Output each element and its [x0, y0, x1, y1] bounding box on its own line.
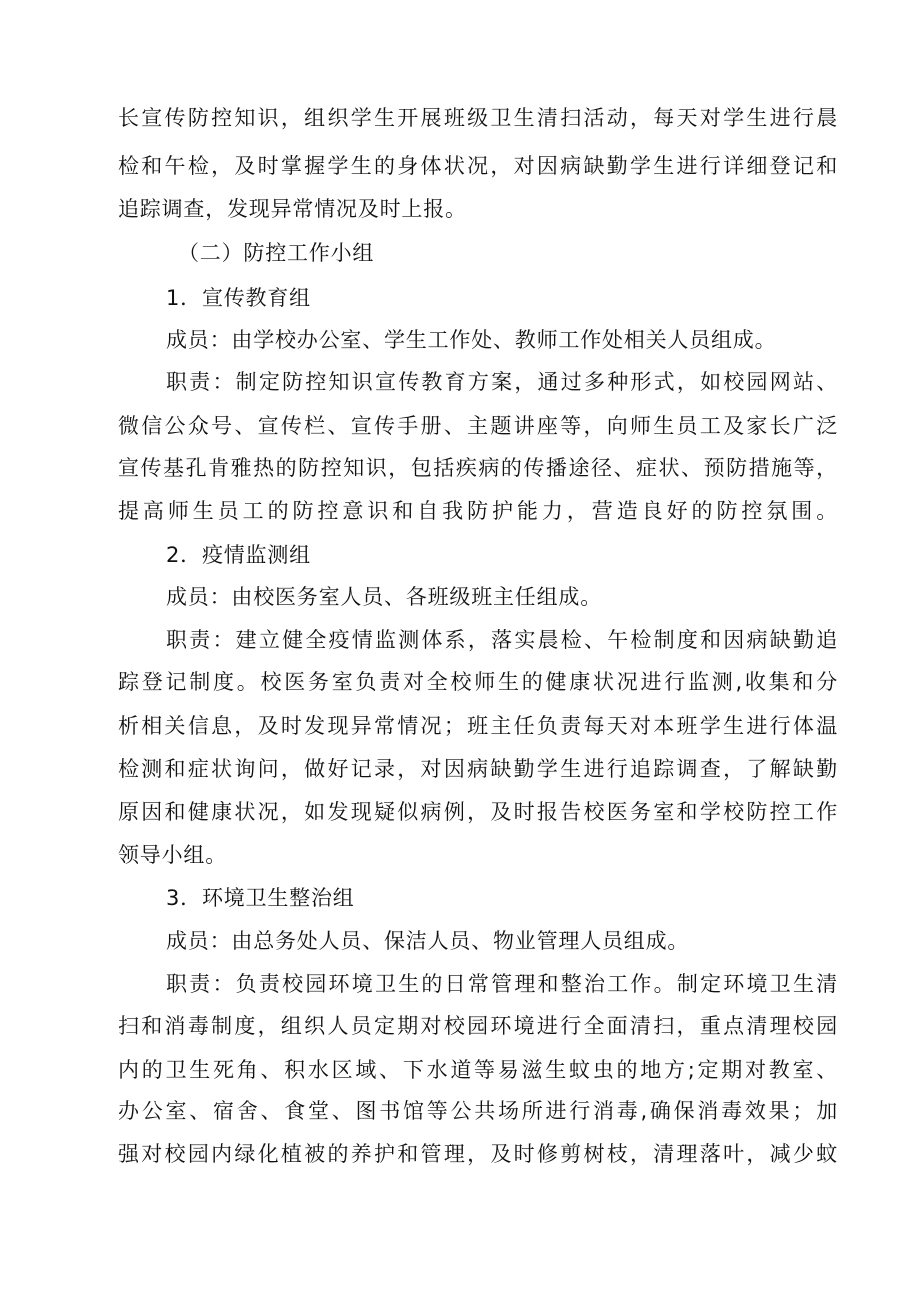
body-text-line: 原因和健康状况，如发现疑似病例，及时报告校医务室和学校防控工作: [118, 800, 838, 824]
body-text-line: 强对校园内绿化植被的养护和管理，及时修剪树枝，清理落叶，减少蚊: [118, 1142, 838, 1166]
body-text-line: 成员：由学校办公室、学生工作处、教师工作处相关人员组成。: [166, 328, 777, 352]
body-text-line: 微信公众号、宣传栏、宣传手册、主题讲座等，向师生员工及家长广泛: [118, 414, 838, 438]
body-text-line: 检和午检，及时掌握学生的身体状况，对因病缺勤学生进行详细登记和: [118, 154, 838, 178]
body-text-line: 成员：由校医务室人员、各班级班主任组成。: [166, 585, 602, 609]
section-heading: （二）防控工作小组: [178, 241, 375, 265]
body-text-line: 长宣传防控知识，组织学生开展班级卫生清扫活动，每天对学生进行晨: [118, 106, 838, 130]
body-text-line: 职责：制定防控知识宣传教育方案，通过多种形式，如校园网站、: [166, 370, 838, 394]
body-text-line: 职责：建立健全疫情监测体系，落实晨检、午检制度和因病缺勤追: [166, 628, 838, 652]
body-text-line: 领导小组。: [118, 843, 227, 867]
body-text-line: 成员：由总务处人员、保洁人员、物业管理人员组成。: [166, 929, 690, 953]
body-text-line: 提高师生员工的防控意识和自我防护能力，营造良好的防控氛围。: [118, 499, 838, 523]
body-text-line: 踪登记制度。校医务室负责对全校师生的健康状况进行监测,收集和分: [118, 670, 838, 694]
body-text-line: 追踪调查，发现异常情况及时上报。: [118, 197, 467, 221]
body-text-line: 析相关信息，及时发现异常情况；班主任负责每天对本班学生进行体温: [118, 714, 838, 738]
body-text-line: 职责：负责校园环境卫生的日常管理和整治工作。制定环境卫生清: [166, 972, 838, 996]
body-text-line: 扫和消毒制度，组织人员定期对校园环境进行全面清扫，重点清理校园: [118, 1014, 838, 1038]
body-text-line: 办公室、宿舍、食堂、图书馆等公共场所进行消毒,确保消毒效果；加: [118, 1099, 838, 1123]
body-text-line: 内的卫生死角、积水区域、下水道等易滋生蚊虫的地方;定期对教室、: [118, 1058, 838, 1082]
body-text-line: 检测和症状询问，做好记录，对因病缺勤学生进行追踪调查，了解缺勤: [118, 757, 838, 781]
body-text-line: 宣传基孔肯雅热的防控知识，包括疾病的传播途径、症状、预防措施等，: [118, 456, 838, 480]
subsection-heading: 1．宣传教育组: [166, 286, 311, 310]
subsection-heading: 2．疫情监测组: [166, 543, 311, 567]
subsection-heading: 3．环境卫生整治组: [166, 886, 355, 910]
